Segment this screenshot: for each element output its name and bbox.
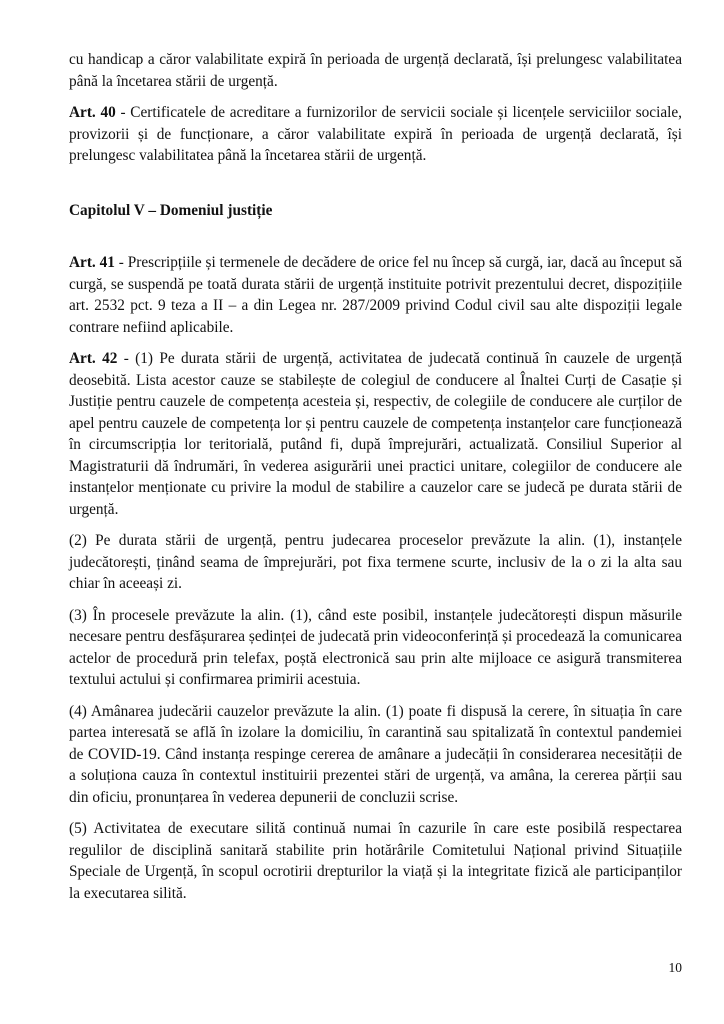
paragraph-text: (2) Pe durata stării de urgență, pentru judecarea proceselor prevăzute la alin. (1), instanțele judecătorești, ținând seama de împrejurări, pot fixa termene scurte, inclusiv de la o zi la alta sau chiar în aceeași zi.: [69, 532, 682, 592]
paragraph-text: (3) În procesele prevăzute la alin. (1), când este posibil, instanțele judecătorești dispun măsurile necesare pentru desfășurarea ședinței de judecată prin videoconferință și procedează la comunicarea actelor de procedură prin telefax, poștă electronică sau prin alte mijloace ce asigură transmiterea textului actului și confirmarea primirii acestuia.: [69, 606, 682, 688]
article-text: - Prescripțiile și termenele de decădere de orice fel nu încep să curgă, iar, dacă au început să curgă, se suspendă pe toată durata stării de urgență instituite potrivit prezentului decret, dispozițiile art. 2532 pct. 9 teza a II – a din Legea nr. 287/2009 privind Codul civil sau alte dispoziții legale contrare nefiind aplicabile.: [69, 254, 682, 336]
paragraph-text: (4) Amânarea judecării cauzelor prevăzute la alin. (1) poate fi dispusă la cerere, în situația în care partea interesată se află în izolare la domiciliu, în carantină sau spitalizată în contextul pandemiei de COVID-19. Când instanța respinge cererea de amânare a judecății în considerarea necesității de a soluționa cauza în contextul instituirii prezentei stări de urgență, va amâna, la cererea părții sau din oficiu, pronunțarea în vederea depunerii de concluzii scrise.: [69, 702, 682, 806]
paragraph-text: cu handicap a căror valabilitate expiră în perioada de urgență declarată, își prelungesc valabilitatea până la încetarea stării de urgență.: [69, 51, 682, 90]
article-42-para-2: [69, 530, 682, 595]
paragraph-continuation: [69, 49, 682, 92]
page-number: 10: [668, 960, 682, 975]
document-body: [69, 49, 682, 914]
article-text: - Certificatele de acreditare a furnizorilor de servicii sociale și licențele serviciilor sociale, provizorii și de funcționare, a căror valabilitate expiră în perioada de urgență declarată, își prelungesc valabilitatea până la încetarea stării de urgență.: [69, 104, 682, 164]
article-label: Art. 40: [69, 104, 116, 121]
article-label: Art. 41: [69, 254, 115, 271]
article-42-para-1: [69, 348, 682, 520]
article-label: Art. 42: [69, 350, 118, 367]
article-42-para-5: [69, 818, 682, 904]
article-40: [69, 102, 682, 167]
chapter-heading: Capitolul V – Domeniul justiție: [69, 201, 273, 219]
article-42-para-4: [69, 701, 682, 809]
article-42-para-3: [69, 605, 682, 691]
article-text: - (1) Pe durata stării de urgență, activitatea de judecată continuă în cauzele de urgență deosebită. Lista acestor cauze se stabilește de colegiul de conducere al Înaltei Curți de Casație și Justiție pentru cauzele de competența acesteia și, respectiv, de colegiile de conducere ale curților de apel pentru cauzele de competența lor și pentru cauzele de competența instanțelor care funcționează în circumscripția lor teritorială, putând fi, după împrejurări, actualizată. Consiliul Superior al Magistraturii dă îndrumări, în vederea asigurării unei practici unitare, colegiilor de conducere ale instanțelor menționate cu privire la modul de stabilire a cauzelor care se judecă pe durata stării de urgență.: [69, 350, 682, 518]
article-41: [69, 252, 682, 338]
paragraph-text: (5) Activitatea de executare silită continuă numai în cazurile în care este posibilă respectarea regulilor de disciplină sanitară stabilite prin hotărârile Comitetului Național privind Situațiile Speciale de Urgență, în scopul ocrotirii drepturilor la viață și la integritate fizică ale participanților la executarea silită.: [69, 820, 682, 902]
